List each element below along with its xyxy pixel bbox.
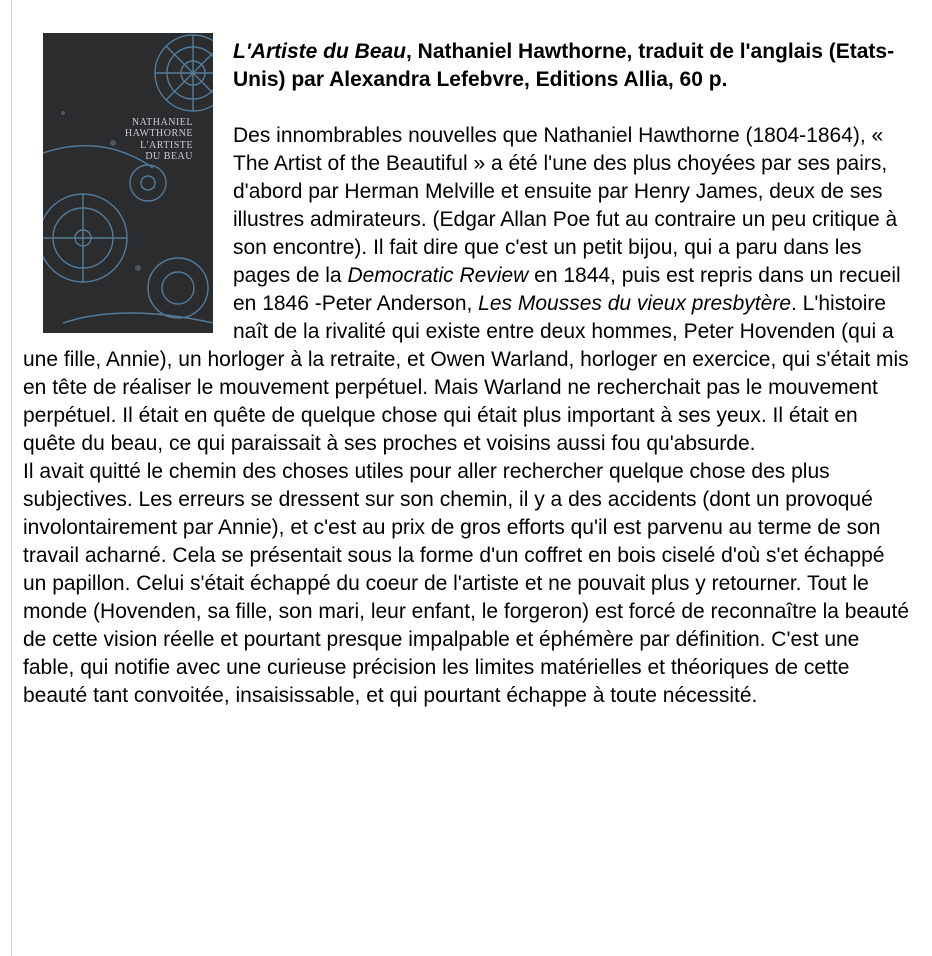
cover-gears-illustration [43, 33, 213, 333]
cover-title: L'ARTISTE [140, 140, 193, 151]
cover-text [125, 117, 193, 162]
review-emphasis: Democratic Review [347, 264, 529, 287]
review-text: . L'histoire naît de la rivalité qui existe entre deux hommes, Peter Hovenden (qui a une fille, Annie), un horloger à la retraite, et Owen Warland, horloger en exercice, qui s'était mis en tête de réaliser le mouvement perpétuel. Mais Warland ne recherchait pas le mouvement perpétuel. Il était en quête de quelque chose qui était plus important à ses yeux. Il était en quête du beau, ce qui paraissait à ses proches et voisins aussi fou qu'absurde. [23, 292, 909, 455]
review-emphasis: Les Mousses du vieux presbytère [478, 292, 791, 315]
review-paragraph: Il avait quitté le chemin des choses utiles pour aller rechercher quelque chose des plus subjectives. Les erreurs se dressent sur son chemin, il y a des accidents (dont un provoqué involontairement par Annie), et c'est au prix de gros efforts qu'il est parvenu au terme de son travail acharné. Cela se présentait sous la forme d'un coffret en bois ciselé d'où s'et échappé un papillon. Celui s'était échappé du coeur de l'artiste et ne pouvait plus y retourner. Tout le monde (Hovenden, sa fille, son mari, leur enfant, le forgeron) est forcé de reconnaître la beauté de cette vision réelle et pourtant presque impalpable et éphémère par définition. C'est une fable, qui notifie avec une curieuse précision les limites matérielles et théoriques de cette beauté tant convoitée, insaisissable, et qui pourtant échappe à toute nécessité. [23, 460, 909, 707]
cover-title: DU BEAU [145, 151, 193, 162]
book-cover-image [43, 33, 213, 333]
review-text: Des innombrables nouvelles que Nathaniel Hawthorne (1804-1864), « The Artist of the Beautiful » a été l'une des plus choyées par ses pairs, d'abord par Herman Melville et ensuite par Henry James, deux de ses illustres admirateurs. (Edgar Allan Poe fut au contraire un peu critique à son encontre). Il fait dire que c'est un petit bijou, qui a paru dans les pages de la [233, 124, 898, 287]
cover-author: HAWTHORNE [124, 128, 193, 139]
review-text: en 1844, puis est repris dans un recueil en 1846 -Peter Anderson, [233, 264, 901, 315]
cover-author: NATHANIEL [131, 117, 193, 128]
book-title: L'Artiste du Beau [233, 40, 407, 63]
book-details: , Nathaniel Hawthorne, traduit de l'anglais (Etats-Unis) par Alexandra Lefebvre, Editions Allia, 60 p. [233, 40, 895, 91]
article [23, 32, 913, 710]
